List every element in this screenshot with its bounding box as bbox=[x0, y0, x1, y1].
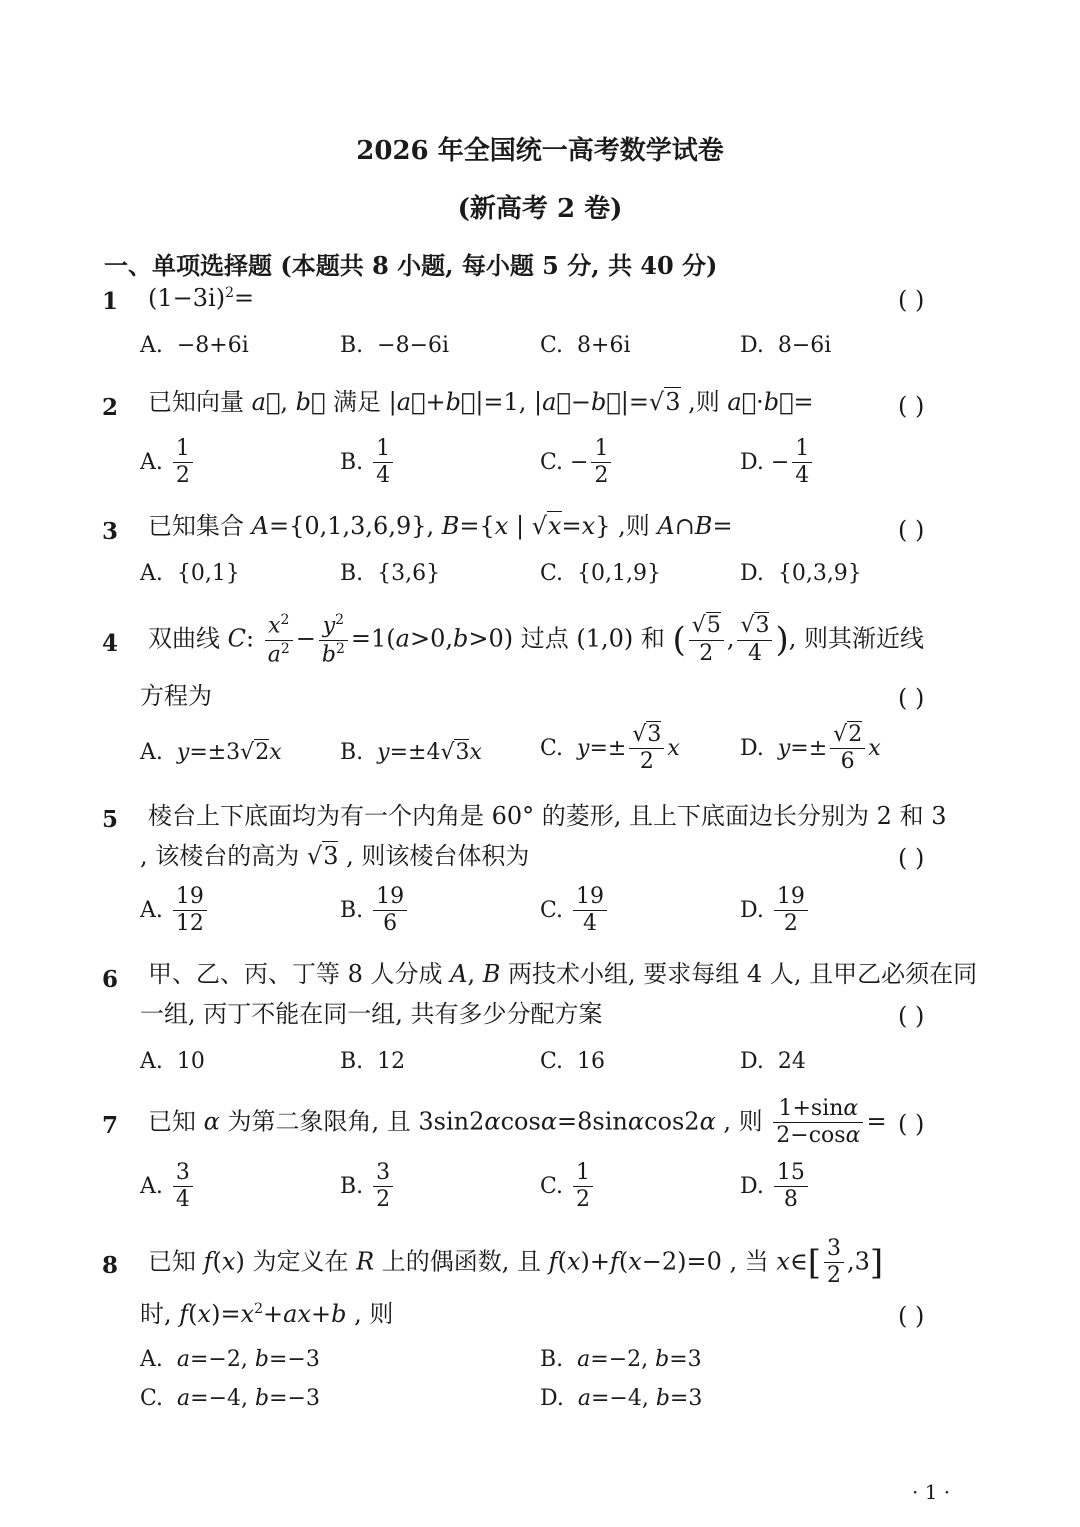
option-c: C. {0,1,9} bbox=[540, 561, 661, 586]
option-b: B. a=−2, b=3 bbox=[540, 1347, 702, 1372]
option-c: C. − $\frac{1}{2}$ bbox=[540, 436, 614, 490]
answer-blank: ( ) bbox=[898, 286, 925, 314]
option-b: B. {3,6} bbox=[340, 561, 441, 586]
option-d: D. 24 bbox=[740, 1049, 806, 1074]
option-a: A. $\frac{1}{2}$ bbox=[140, 436, 196, 490]
question-stem-cont: 时, $f(x)=x^2+ax+b$ , 则 bbox=[140, 1300, 394, 1328]
question-number: 6 bbox=[102, 966, 119, 993]
option-b: B. 12 bbox=[340, 1049, 406, 1074]
answer-blank: ( ) bbox=[898, 684, 925, 712]
option-d: D. $\frac{19}{2}$ bbox=[740, 884, 811, 938]
question-stem: 已知 α 为第二象限角, 且 3sin2αcosα=8sinαcos2α , 则 $\frac{1+\sin\alpha}{2-\cos\alpha}$ = bbox=[148, 1096, 887, 1149]
question-stem-cont: 一组, 丙丁不能在同一组, 共有多少分配方案 bbox=[140, 1000, 603, 1028]
option-c: C. a=−4, b=−3 bbox=[140, 1386, 320, 1411]
answer-blank: ( ) bbox=[898, 1002, 925, 1030]
option-c: C. $\frac{19}{4}$ bbox=[540, 884, 610, 938]
question-number: 2 bbox=[102, 394, 119, 421]
option-d: D. − $\frac{1}{4}$ bbox=[740, 436, 815, 490]
option-c: C. 16 bbox=[540, 1049, 606, 1074]
section-heading: 一、单项选择题 (本题共 8 小题, 每小题 5 分, 共 40 分) bbox=[104, 251, 718, 280]
question-stem: 棱台上下底面均为有一个内角是 60° 的菱形, 且上下底面边长分别为 2 和 3 bbox=[148, 802, 947, 830]
answer-blank: ( ) bbox=[898, 844, 925, 872]
question-stem-cont: , 该棱台的高为 √3 , 则该棱台体积为 bbox=[140, 842, 530, 870]
question-number: 3 bbox=[102, 518, 119, 545]
option-a: A. $\frac{3}{4}$ bbox=[140, 1160, 196, 1214]
option-a: A. {0,1} bbox=[140, 561, 240, 586]
option-c: C. 8+6i bbox=[540, 333, 631, 358]
question-number: 8 bbox=[102, 1252, 119, 1279]
option-b: B. $\frac{1}{4}$ bbox=[340, 436, 396, 490]
answer-blank: ( ) bbox=[898, 392, 925, 420]
question-stem: $(1-3i)^2=$ bbox=[148, 284, 255, 312]
option-d: D. $\frac{15}{8}$ bbox=[740, 1160, 811, 1214]
option-a: A. 10 bbox=[140, 1049, 205, 1074]
answer-blank: ( ) bbox=[898, 1110, 925, 1138]
option-b: B. −8−6i bbox=[340, 333, 450, 358]
question-number: 1 bbox=[102, 288, 119, 315]
exam-subtitle: (新高考 2 卷) bbox=[457, 194, 623, 224]
option-a: A. −8+6i bbox=[140, 333, 249, 358]
question-stem: 甲、乙、丙、丁等 8 人分成 A, B 两技术小组, 要求每组 4 人, 且甲乙必须在同 bbox=[148, 960, 978, 988]
question-number: 5 bbox=[102, 806, 119, 833]
option-d: D. {0,3,9} bbox=[740, 561, 862, 586]
option-d: D. 8−6i bbox=[740, 333, 832, 358]
answer-blank: ( ) bbox=[898, 516, 925, 544]
option-c: C. $\frac{1}{2}$ bbox=[540, 1160, 596, 1214]
question-stem: 已知集合 A={0,1,3,6,9}, B={x | √x=x} ,则 A∩B= bbox=[148, 512, 733, 540]
option-a: A. $\frac{19}{12}$ bbox=[140, 884, 210, 938]
question-stem: 已知 f(x) 为定义在 R 上的偶函数, 且 f(x)+f(x−2)=0 , 当 x∈[ $\frac{3}{2}$ ,3] bbox=[148, 1236, 884, 1289]
question-stem-cont: 方程为 bbox=[140, 682, 212, 710]
question-number: 4 bbox=[102, 630, 119, 657]
option-a: A. y=±3√2x bbox=[140, 740, 282, 765]
question-stem: 已知向量 a⃗, b⃗ 满足 |a⃗+b⃗|=1, |a⃗−b⃗|=√3 ,则 a⃗·b⃗= bbox=[148, 388, 814, 416]
question-stem: 双曲线 C: $\frac{x^2}{a^2}$ − $\frac{y^2}{b^2}$ =1(a>0,b>0) 过点 (1,0) 和 ( $\frac{√5}{2}$ , $\frac{√3}{4}$ ), 则其渐近线 bbox=[148, 612, 925, 668]
answer-blank: ( ) bbox=[898, 1302, 925, 1330]
option-b: B. $\frac{3}{2}$ bbox=[340, 1160, 396, 1214]
option-a: A. a=−2, b=−3 bbox=[140, 1347, 320, 1372]
page-number: · 1 · bbox=[912, 1480, 951, 1504]
option-d: D. a=−4, b=3 bbox=[540, 1386, 703, 1411]
exam-title: 2026 年全国统一高考数学试卷 bbox=[356, 136, 724, 166]
option-d: D. y=± $\frac{√2}{6}$ x bbox=[740, 722, 881, 775]
question-number: 7 bbox=[102, 1112, 119, 1139]
option-b: B. y=±4√3x bbox=[340, 740, 482, 765]
option-b: B. $\frac{19}{6}$ bbox=[340, 884, 410, 938]
option-c: C. y=± $\frac{√3}{2}$ x bbox=[540, 722, 680, 775]
